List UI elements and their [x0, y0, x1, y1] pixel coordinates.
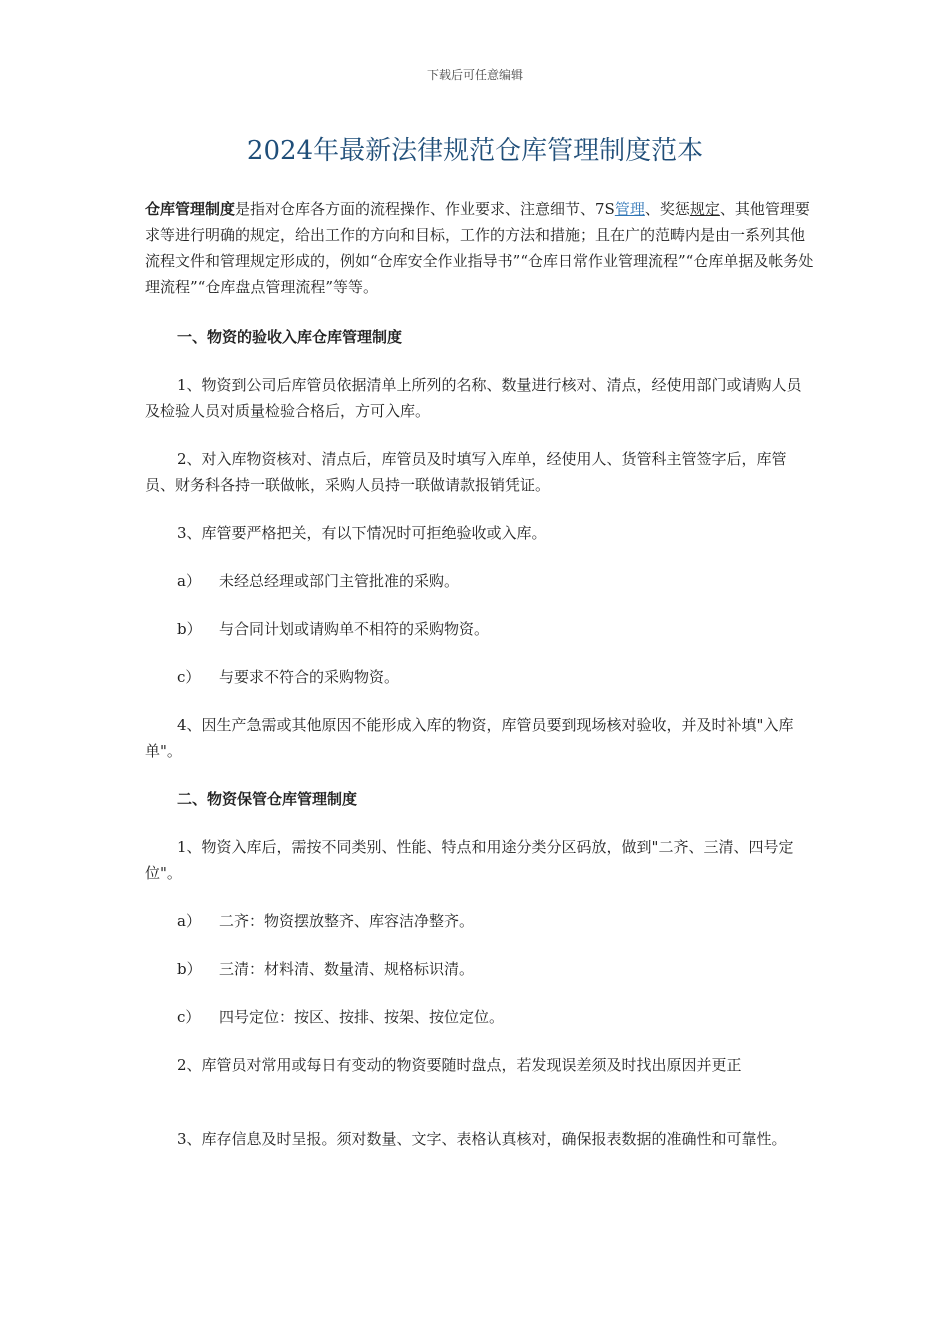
item-marker: c） — [177, 668, 201, 686]
header-note: 下载后可任意编辑 — [426, 68, 523, 82]
section1-heading: 一、物资的验收入库仓库管理制度 — [177, 328, 403, 346]
intro-paragraph — [145, 196, 815, 300]
section1-para-2: 2、对入库物资核对、清点后，库管员及时填写入库单，经使用人、货管科主管签字后，库管员、财务科各持一联做帐，采购人员持一联做请款报销凭证。 — [145, 450, 787, 494]
item-text: 二齐：物资摆放整齐、库容洁净整齐。 — [219, 912, 475, 930]
section1-para-1: 1、物资到公司后库管员依据清单上所列的名称、数量进行核对、清点，经使用部门或请购人员及检验人员对质量检验合格后，方可入库。 — [145, 376, 802, 420]
intro-text-3: 、其他管理要求等进行明确的规定，给出工作的方向和目标，工作的方法和措施；且在广的范畴内是由一系列其他流程文件和管理规定形成的，例如“仓库安全作业指导书”“仓库日常作业管理流程”“仓库单据及帐务处理流程”“仓库盘点管理流程”等等。 — [145, 200, 814, 296]
item-text: 与要求不符合的采购物资。 — [219, 668, 400, 686]
item-marker: a） — [177, 912, 201, 930]
item-marker: c） — [177, 1008, 201, 1026]
section1-item-c — [145, 664, 815, 690]
item-text: 三清：材料清、数量清、规格标识清。 — [219, 960, 475, 978]
link-management[interactable]: 管理 — [614, 200, 645, 218]
section2-item-c — [145, 1004, 815, 1030]
section2-para-1: 1、物资入库后，需按不同类别、性能、特点和用途分类分区码放，做到"二齐、三清、四号定位"。 — [145, 838, 794, 882]
section1-item-b — [145, 616, 815, 642]
item-marker: b） — [177, 960, 202, 978]
section1-para-3: 3、库管要严格把关，有以下情况时可拒绝验收或入库。 — [177, 524, 547, 542]
item-text: 与合同计划或请购单不相符的采购物资。 — [219, 620, 490, 638]
intro-bold-term: 仓库管理制度 — [145, 200, 236, 218]
document-title: 2024年最新法律规范仓库管理制度范本 — [246, 136, 704, 166]
section2-item-b — [145, 956, 815, 982]
section2-para-2: 2、库管员对常用或每日有变动的物资要随时盘点，若发现误差须及时找出原因并更正 — [177, 1056, 742, 1074]
section2-para-3: 3、库存信息及时呈报。须对数量、文字、表格认真核对，确保报表数据的准确性和可靠性。 — [177, 1130, 787, 1148]
intro-text-1: 是指对仓库各方面的流程操作、作业要求、注意细节、7S — [235, 200, 615, 218]
section1-para-4: 4、因生产急需或其他原因不能形成入库的物资，库管员要到现场核对验收，并及时补填"入库单"。 — [145, 716, 794, 760]
document-body — [145, 196, 815, 1174]
intro-text-2: 、奖惩 — [644, 200, 690, 218]
item-marker: a） — [177, 572, 201, 590]
section2-item-a — [145, 908, 815, 934]
item-text: 未经总经理或部门主管批准的采购。 — [219, 572, 460, 590]
section2-heading: 二、物资保管仓库管理制度 — [177, 790, 358, 808]
section1-item-a — [145, 568, 815, 594]
link-regulations[interactable]: 规定 — [689, 200, 720, 218]
item-marker: b） — [177, 620, 202, 638]
item-text: 四号定位：按区、按排、按架、按位定位。 — [219, 1008, 505, 1026]
